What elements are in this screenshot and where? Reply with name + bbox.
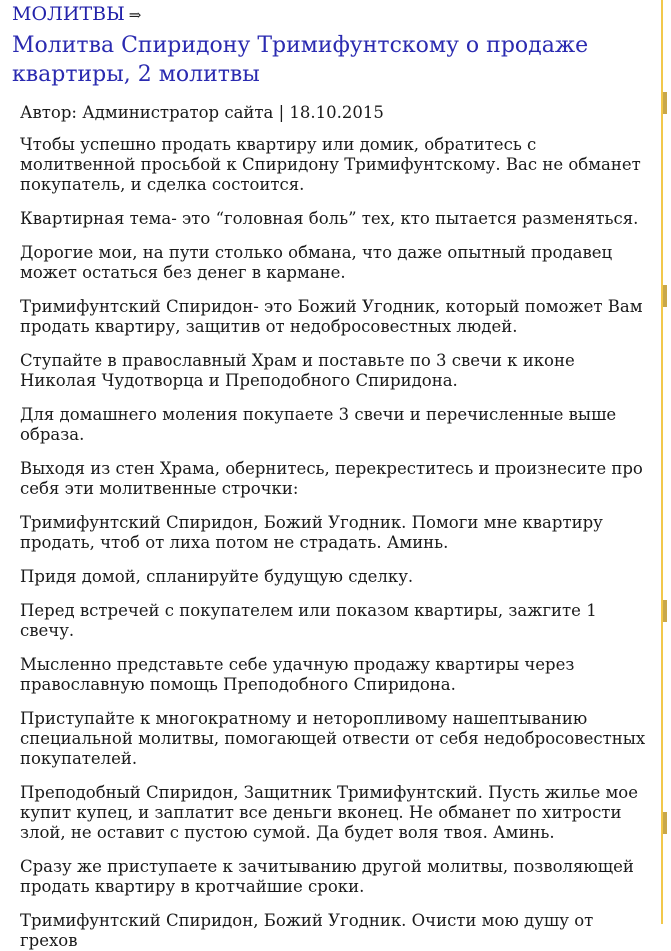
- paragraph: Перед встречей с покупателем или показом квартиры, зажгите 1 свечу.: [20, 601, 597, 640]
- article-body: [0, 89, 663, 951]
- rail-notch: [663, 600, 667, 622]
- rail-notch: [663, 285, 667, 307]
- rail-notch: [663, 812, 667, 834]
- breadcrumb: [0, 0, 663, 27]
- paragraph: Придя домой, спланируйте будущую сделку.: [20, 567, 414, 586]
- article-title: Молитва Спиридону Тримифунтскому о продаже квартиры, 2 молитвы: [12, 33, 589, 87]
- paragraph: Квартирная тема- это “головная боль” тех, кто пытается разменяться.: [20, 209, 639, 228]
- paragraph: Чтобы успешно продать квартиру или домик, обратитесь с молитвенной просьбой к Спиридону Тримифунтскому. Вас не обманет покупатель, и сделка состоится.: [20, 135, 641, 194]
- paragraph: Приступайте к многократному и неторопливому нашептыванию специальной молитвы, помогающей отвести от себя недобросовестных покупателей.: [20, 709, 646, 768]
- paragraph: Для домашнего моления покупаете 3 свечи и перечисленные выше образа.: [20, 405, 617, 444]
- breadcrumb-arrow-icon: ⇒: [128, 6, 142, 24]
- paragraph: Выходя из стен Храма, обернитесь, перекреститесь и произнесите про себя эти молитвенные строчки:: [20, 459, 643, 498]
- paragraph: Дорогие мои, на пути столько обмана, что даже опытный продавец может остаться без денег в кармане.: [20, 243, 613, 282]
- prayer-paragraph: Преподобный Спиридон, Защитник Тримифунтский. Пусть жилье мое купит купец, и заплатит все деньги вконец. Не обманет по хитрости злой, не оставит с пустою сумой. Да будет воля твоя. Аминь.: [20, 783, 639, 842]
- paragraph: Сразу же приступаете к зачитыванию другой молитвы, позволяющей продать квартиру в кротчайшие сроки.: [20, 857, 634, 896]
- prayer-paragraph: Тримифунтский Спиридон, Божий Угодник. Помоги мне квартиру продать, чтоб от лиха потом не страдать. Аминь.: [20, 513, 603, 552]
- rail-notch: [663, 92, 667, 114]
- prayer-paragraph: Тримифунтский Спиридон, Божий Угодник. Очисти мою душу от грехов: [20, 911, 594, 950]
- paragraph: Тримифунтский Спиридон- это Божий Угодник, который поможет Вам продать квартиру, защитив от недобросовестных людей.: [20, 297, 643, 336]
- paragraph: Мысленно представьте себе удачную продажу квартиры через православную помощь Преподобного Спиридона.: [20, 655, 575, 694]
- article-meta: Автор: Администратор сайта | 18.10.2015: [20, 103, 384, 122]
- right-scroll-rail: [661, 0, 671, 924]
- paragraph: Ступайте в православный Храм и поставьте по 3 свечи к иконе Николая Чудотворца и Преподобного Спиридона.: [20, 351, 575, 390]
- breadcrumb-link-prayers[interactable]: МОЛИТВЫ: [12, 3, 125, 25]
